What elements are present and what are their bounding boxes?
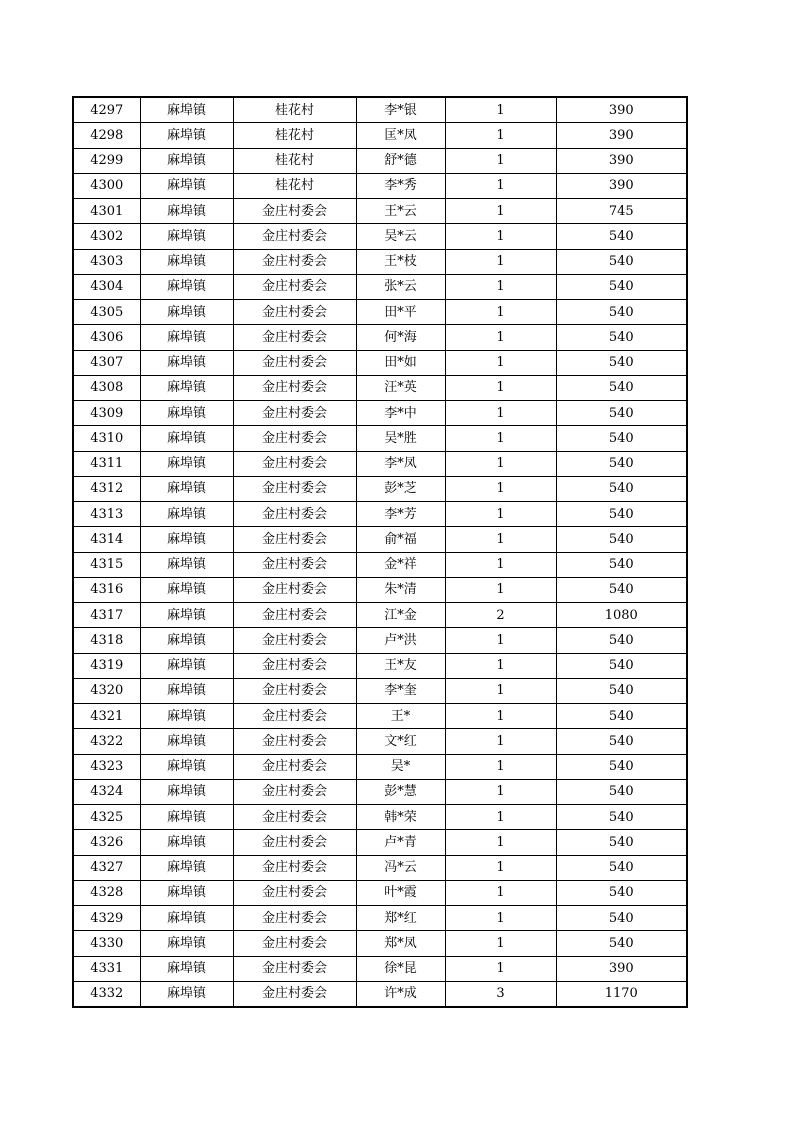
village-cell: 桂花村 xyxy=(233,97,356,123)
town-cell: 麻埠镇 xyxy=(140,729,233,754)
village-cell: 金庄村委会 xyxy=(233,375,356,400)
table-row xyxy=(73,199,687,224)
village-cell: 金庄村委会 xyxy=(233,300,356,325)
row-number-cell: 4310 xyxy=(73,426,140,451)
count-cell: 1 xyxy=(445,224,556,249)
village-cell: 金庄村委会 xyxy=(233,729,356,754)
amount-cell: 540 xyxy=(556,678,687,703)
name-cell: 俞*福 xyxy=(356,527,445,552)
town-cell: 麻埠镇 xyxy=(140,451,233,476)
count-cell: 3 xyxy=(445,981,556,1007)
count-cell: 1 xyxy=(445,325,556,350)
row-number-cell: 4317 xyxy=(73,603,140,628)
amount-cell: 540 xyxy=(556,880,687,905)
amount-cell: 540 xyxy=(556,653,687,678)
village-cell: 金庄村委会 xyxy=(233,981,356,1007)
name-cell: 何*海 xyxy=(356,325,445,350)
town-cell: 麻埠镇 xyxy=(140,426,233,451)
village-cell: 桂花村 xyxy=(233,173,356,198)
table-row xyxy=(73,476,687,501)
row-number-cell: 4312 xyxy=(73,476,140,501)
village-cell: 金庄村委会 xyxy=(233,527,356,552)
count-cell: 1 xyxy=(445,148,556,173)
row-number-cell: 4319 xyxy=(73,653,140,678)
table-row xyxy=(73,779,687,804)
name-cell: 朱*清 xyxy=(356,577,445,602)
name-cell: 文*红 xyxy=(356,729,445,754)
count-cell: 1 xyxy=(445,956,556,981)
village-cell: 金庄村委会 xyxy=(233,401,356,426)
amount-cell: 540 xyxy=(556,830,687,855)
town-cell: 麻埠镇 xyxy=(140,981,233,1007)
village-cell: 金庄村委会 xyxy=(233,855,356,880)
table-row xyxy=(73,981,687,1007)
roster-table xyxy=(72,96,688,1008)
row-number-cell: 4303 xyxy=(73,249,140,274)
table-row xyxy=(73,729,687,754)
count-cell: 1 xyxy=(445,199,556,224)
village-cell: 金庄村委会 xyxy=(233,350,356,375)
table-row xyxy=(73,97,687,123)
count-cell: 1 xyxy=(445,779,556,804)
town-cell: 麻埠镇 xyxy=(140,502,233,527)
row-number-cell: 4324 xyxy=(73,779,140,804)
village-cell: 金庄村委会 xyxy=(233,830,356,855)
name-cell: 叶*霞 xyxy=(356,880,445,905)
name-cell: 王*友 xyxy=(356,653,445,678)
town-cell: 麻埠镇 xyxy=(140,274,233,299)
count-cell: 1 xyxy=(445,805,556,830)
count-cell: 1 xyxy=(445,880,556,905)
name-cell: 李*中 xyxy=(356,401,445,426)
village-cell: 金庄村委会 xyxy=(233,653,356,678)
row-number-cell: 4300 xyxy=(73,173,140,198)
table-row xyxy=(73,830,687,855)
amount-cell: 540 xyxy=(556,552,687,577)
roster-table-body xyxy=(73,97,687,1007)
town-cell: 麻埠镇 xyxy=(140,325,233,350)
town-cell: 麻埠镇 xyxy=(140,678,233,703)
row-number-cell: 4329 xyxy=(73,906,140,931)
town-cell: 麻埠镇 xyxy=(140,476,233,501)
village-cell: 金庄村委会 xyxy=(233,603,356,628)
table-row xyxy=(73,754,687,779)
village-cell: 金庄村委会 xyxy=(233,502,356,527)
table-row xyxy=(73,906,687,931)
count-cell: 1 xyxy=(445,451,556,476)
table-row xyxy=(73,401,687,426)
amount-cell: 1080 xyxy=(556,603,687,628)
village-cell: 金庄村委会 xyxy=(233,754,356,779)
village-cell: 金庄村委会 xyxy=(233,931,356,956)
amount-cell: 1170 xyxy=(556,981,687,1007)
row-number-cell: 4325 xyxy=(73,805,140,830)
count-cell: 1 xyxy=(445,426,556,451)
amount-cell: 390 xyxy=(556,173,687,198)
name-cell: 吴*云 xyxy=(356,224,445,249)
amount-cell: 540 xyxy=(556,274,687,299)
row-number-cell: 4328 xyxy=(73,880,140,905)
amount-cell: 540 xyxy=(556,325,687,350)
amount-cell: 540 xyxy=(556,476,687,501)
amount-cell: 390 xyxy=(556,956,687,981)
row-number-cell: 4326 xyxy=(73,830,140,855)
name-cell: 吴*胜 xyxy=(356,426,445,451)
amount-cell: 540 xyxy=(556,754,687,779)
row-number-cell: 4330 xyxy=(73,931,140,956)
row-number-cell: 4315 xyxy=(73,552,140,577)
row-number-cell: 4297 xyxy=(73,97,140,123)
count-cell: 1 xyxy=(445,123,556,148)
row-number-cell: 4318 xyxy=(73,628,140,653)
row-number-cell: 4311 xyxy=(73,451,140,476)
name-cell: 卢*洪 xyxy=(356,628,445,653)
amount-cell: 540 xyxy=(556,527,687,552)
count-cell: 1 xyxy=(445,173,556,198)
town-cell: 麻埠镇 xyxy=(140,199,233,224)
count-cell: 1 xyxy=(445,830,556,855)
name-cell: 李*银 xyxy=(356,97,445,123)
row-number-cell: 4305 xyxy=(73,300,140,325)
village-cell: 金庄村委会 xyxy=(233,956,356,981)
count-cell: 2 xyxy=(445,603,556,628)
village-cell: 金庄村委会 xyxy=(233,325,356,350)
amount-cell: 540 xyxy=(556,805,687,830)
town-cell: 麻埠镇 xyxy=(140,148,233,173)
table-row xyxy=(73,527,687,552)
name-cell: 田*如 xyxy=(356,350,445,375)
town-cell: 麻埠镇 xyxy=(140,653,233,678)
town-cell: 麻埠镇 xyxy=(140,527,233,552)
town-cell: 麻埠镇 xyxy=(140,779,233,804)
row-number-cell: 4301 xyxy=(73,199,140,224)
village-cell: 金庄村委会 xyxy=(233,779,356,804)
row-number-cell: 4331 xyxy=(73,956,140,981)
amount-cell: 540 xyxy=(556,451,687,476)
table-row xyxy=(73,300,687,325)
table-row xyxy=(73,956,687,981)
town-cell: 麻埠镇 xyxy=(140,805,233,830)
town-cell: 麻埠镇 xyxy=(140,956,233,981)
village-cell: 金庄村委会 xyxy=(233,224,356,249)
count-cell: 1 xyxy=(445,704,556,729)
name-cell: 匡*凤 xyxy=(356,123,445,148)
town-cell: 麻埠镇 xyxy=(140,375,233,400)
amount-cell: 540 xyxy=(556,906,687,931)
count-cell: 1 xyxy=(445,552,556,577)
count-cell: 1 xyxy=(445,97,556,123)
town-cell: 麻埠镇 xyxy=(140,97,233,123)
table-row xyxy=(73,678,687,703)
table-row xyxy=(73,123,687,148)
row-number-cell: 4320 xyxy=(73,678,140,703)
table-row xyxy=(73,426,687,451)
amount-cell: 540 xyxy=(556,401,687,426)
table-row xyxy=(73,880,687,905)
village-cell: 金庄村委会 xyxy=(233,274,356,299)
village-cell: 金庄村委会 xyxy=(233,199,356,224)
row-number-cell: 4332 xyxy=(73,981,140,1007)
count-cell: 1 xyxy=(445,249,556,274)
table-row xyxy=(73,274,687,299)
name-cell: 王*云 xyxy=(356,199,445,224)
count-cell: 1 xyxy=(445,401,556,426)
name-cell: 韩*荣 xyxy=(356,805,445,830)
row-number-cell: 4323 xyxy=(73,754,140,779)
amount-cell: 540 xyxy=(556,729,687,754)
amount-cell: 540 xyxy=(556,779,687,804)
name-cell: 王* xyxy=(356,704,445,729)
name-cell: 冯*云 xyxy=(356,855,445,880)
row-number-cell: 4307 xyxy=(73,350,140,375)
row-number-cell: 4316 xyxy=(73,577,140,602)
table-row xyxy=(73,628,687,653)
amount-cell: 540 xyxy=(556,375,687,400)
count-cell: 1 xyxy=(445,527,556,552)
amount-cell: 540 xyxy=(556,249,687,274)
town-cell: 麻埠镇 xyxy=(140,300,233,325)
table-row xyxy=(73,451,687,476)
amount-cell: 540 xyxy=(556,855,687,880)
table-row xyxy=(73,325,687,350)
amount-cell: 540 xyxy=(556,931,687,956)
count-cell: 1 xyxy=(445,502,556,527)
village-cell: 金庄村委会 xyxy=(233,577,356,602)
amount-cell: 390 xyxy=(556,148,687,173)
name-cell: 李*凤 xyxy=(356,451,445,476)
town-cell: 麻埠镇 xyxy=(140,552,233,577)
name-cell: 李*芳 xyxy=(356,502,445,527)
count-cell: 1 xyxy=(445,906,556,931)
table-row xyxy=(73,148,687,173)
row-number-cell: 4309 xyxy=(73,401,140,426)
row-number-cell: 4321 xyxy=(73,704,140,729)
amount-cell: 540 xyxy=(556,704,687,729)
row-number-cell: 4313 xyxy=(73,502,140,527)
count-cell: 1 xyxy=(445,678,556,703)
town-cell: 麻埠镇 xyxy=(140,855,233,880)
amount-cell: 540 xyxy=(556,502,687,527)
amount-cell: 540 xyxy=(556,350,687,375)
village-cell: 金庄村委会 xyxy=(233,880,356,905)
row-number-cell: 4314 xyxy=(73,527,140,552)
count-cell: 1 xyxy=(445,350,556,375)
town-cell: 麻埠镇 xyxy=(140,577,233,602)
name-cell: 李*奎 xyxy=(356,678,445,703)
village-cell: 金庄村委会 xyxy=(233,249,356,274)
row-number-cell: 4308 xyxy=(73,375,140,400)
table-row xyxy=(73,653,687,678)
village-cell: 金庄村委会 xyxy=(233,704,356,729)
name-cell: 张*云 xyxy=(356,274,445,299)
table-row xyxy=(73,502,687,527)
town-cell: 麻埠镇 xyxy=(140,350,233,375)
row-number-cell: 4306 xyxy=(73,325,140,350)
village-cell: 金庄村委会 xyxy=(233,628,356,653)
count-cell: 1 xyxy=(445,931,556,956)
town-cell: 麻埠镇 xyxy=(140,931,233,956)
table-row xyxy=(73,805,687,830)
name-cell: 郑*红 xyxy=(356,906,445,931)
table-row xyxy=(73,552,687,577)
amount-cell: 390 xyxy=(556,123,687,148)
table-row xyxy=(73,224,687,249)
village-cell: 金庄村委会 xyxy=(233,476,356,501)
count-cell: 1 xyxy=(445,476,556,501)
table-row xyxy=(73,350,687,375)
village-cell: 金庄村委会 xyxy=(233,678,356,703)
table-row xyxy=(73,704,687,729)
row-number-cell: 4322 xyxy=(73,729,140,754)
name-cell: 金*祥 xyxy=(356,552,445,577)
table-row xyxy=(73,603,687,628)
count-cell: 1 xyxy=(445,375,556,400)
town-cell: 麻埠镇 xyxy=(140,906,233,931)
row-number-cell: 4304 xyxy=(73,274,140,299)
name-cell: 江*金 xyxy=(356,603,445,628)
name-cell: 徐*昆 xyxy=(356,956,445,981)
village-cell: 金庄村委会 xyxy=(233,426,356,451)
village-cell: 金庄村委会 xyxy=(233,552,356,577)
town-cell: 麻埠镇 xyxy=(140,754,233,779)
town-cell: 麻埠镇 xyxy=(140,173,233,198)
name-cell: 汪*英 xyxy=(356,375,445,400)
town-cell: 麻埠镇 xyxy=(140,224,233,249)
amount-cell: 540 xyxy=(556,577,687,602)
town-cell: 麻埠镇 xyxy=(140,401,233,426)
name-cell: 郑*凤 xyxy=(356,931,445,956)
town-cell: 麻埠镇 xyxy=(140,123,233,148)
row-number-cell: 4299 xyxy=(73,148,140,173)
row-number-cell: 4327 xyxy=(73,855,140,880)
name-cell: 彭*慧 xyxy=(356,779,445,804)
count-cell: 1 xyxy=(445,855,556,880)
name-cell: 许*成 xyxy=(356,981,445,1007)
row-number-cell: 4298 xyxy=(73,123,140,148)
town-cell: 麻埠镇 xyxy=(140,249,233,274)
amount-cell: 540 xyxy=(556,300,687,325)
table-row xyxy=(73,249,687,274)
town-cell: 麻埠镇 xyxy=(140,603,233,628)
village-cell: 金庄村委会 xyxy=(233,451,356,476)
village-cell: 金庄村委会 xyxy=(233,805,356,830)
amount-cell: 540 xyxy=(556,628,687,653)
count-cell: 1 xyxy=(445,653,556,678)
amount-cell: 745 xyxy=(556,199,687,224)
name-cell: 舒*德 xyxy=(356,148,445,173)
town-cell: 麻埠镇 xyxy=(140,880,233,905)
table-row xyxy=(73,375,687,400)
count-cell: 1 xyxy=(445,754,556,779)
amount-cell: 540 xyxy=(556,224,687,249)
name-cell: 吴* xyxy=(356,754,445,779)
amount-cell: 540 xyxy=(556,426,687,451)
count-cell: 1 xyxy=(445,274,556,299)
count-cell: 1 xyxy=(445,300,556,325)
row-number-cell: 4302 xyxy=(73,224,140,249)
town-cell: 麻埠镇 xyxy=(140,830,233,855)
name-cell: 王*枝 xyxy=(356,249,445,274)
count-cell: 1 xyxy=(445,577,556,602)
village-cell: 桂花村 xyxy=(233,123,356,148)
table-row xyxy=(73,931,687,956)
amount-cell: 390 xyxy=(556,97,687,123)
name-cell: 卢*青 xyxy=(356,830,445,855)
count-cell: 1 xyxy=(445,628,556,653)
name-cell: 李*秀 xyxy=(356,173,445,198)
table-row xyxy=(73,855,687,880)
town-cell: 麻埠镇 xyxy=(140,704,233,729)
table-row xyxy=(73,577,687,602)
name-cell: 田*平 xyxy=(356,300,445,325)
count-cell: 1 xyxy=(445,729,556,754)
village-cell: 桂花村 xyxy=(233,148,356,173)
name-cell: 彭*芝 xyxy=(356,476,445,501)
table-row xyxy=(73,173,687,198)
town-cell: 麻埠镇 xyxy=(140,628,233,653)
village-cell: 金庄村委会 xyxy=(233,906,356,931)
